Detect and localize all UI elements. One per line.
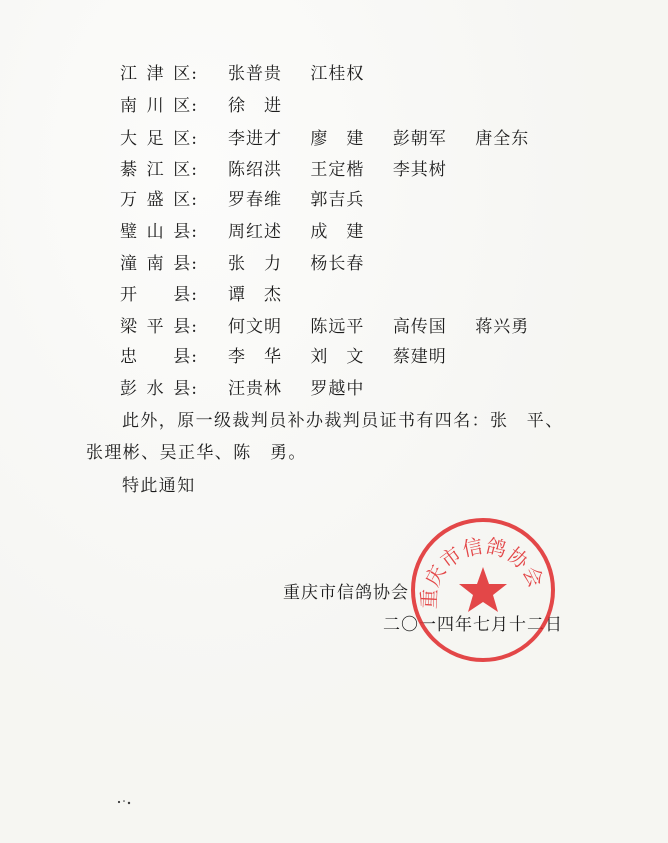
referee-names (228, 252, 386, 276)
district-char: 大 (120, 129, 138, 149)
referee-name: 李 华 (228, 347, 282, 367)
district-char: 彭 (120, 379, 138, 399)
referee-name: 李其树 (392, 160, 447, 180)
district-char: 万 (120, 190, 138, 210)
district-char: 平 (146, 317, 165, 337)
district-label (120, 62, 198, 86)
district-label (120, 252, 198, 276)
district-char: 县: (173, 254, 198, 274)
issuer-name: 重庆市信鸽协会 (283, 583, 409, 603)
svg-text:重庆市信鸽协会: 重庆市信鸽协会 (416, 533, 549, 610)
referee-name: 汪贵林 (228, 379, 282, 399)
closing-line: 特此通知 (122, 476, 196, 496)
referee-name: 廖 建 (310, 129, 365, 149)
district-char: 区: (173, 64, 198, 84)
district-char: 南 (146, 254, 165, 274)
district-char: 足 (146, 129, 165, 149)
referee-names (228, 283, 304, 307)
referee-names (228, 315, 551, 339)
referee-name: 陈绍洪 (228, 160, 282, 180)
district-char: 盛 (146, 190, 165, 210)
referee-name: 陈远平 (310, 317, 365, 337)
district-label (120, 188, 198, 212)
referee-names (228, 345, 469, 369)
district-label (120, 315, 198, 339)
district-char: 津 (146, 64, 165, 84)
district-label (120, 345, 198, 369)
referee-name: 罗春维 (228, 190, 282, 210)
referee-name: 杨长春 (310, 254, 365, 274)
referee-names (228, 94, 304, 118)
scan-speck (116, 797, 136, 807)
district-char: 区: (173, 190, 198, 210)
district-char: 水 (146, 379, 165, 399)
referee-name: 谭 杰 (228, 285, 282, 305)
referee-name: 彭朝军 (392, 129, 447, 149)
referee-name: 唐全东 (475, 129, 530, 149)
district-char: 璧 (120, 222, 138, 242)
referee-name: 张普贵 (228, 64, 282, 84)
referee-name: 江桂权 (310, 64, 365, 84)
referee-name: 周红述 (228, 222, 282, 242)
district-label (120, 158, 198, 182)
district-char: 县: (173, 285, 198, 305)
district-char: 县: (173, 317, 198, 337)
district-char: 忠 (120, 347, 138, 367)
district-label (120, 94, 198, 118)
referee-name: 罗越中 (310, 379, 365, 399)
district-label (120, 127, 198, 151)
district-char: 南 (120, 96, 138, 116)
district-char: 潼 (120, 254, 138, 274)
referee-name: 徐 进 (228, 96, 282, 116)
district-char: 江 (146, 160, 165, 180)
referee-name: 蔡建明 (392, 347, 447, 367)
referee-name: 张 力 (228, 254, 282, 274)
supplement-paragraph-line1: 此外，原一级裁判员补办裁判员证书有四名：张 平、 (122, 411, 564, 431)
referee-name: 王定楷 (310, 160, 365, 180)
district-char: 梁 (120, 317, 138, 337)
issue-date: 二〇一四年七月十二日 (383, 615, 563, 635)
referee-name: 蒋兴勇 (475, 317, 530, 337)
referee-name: 成 建 (310, 222, 365, 242)
district-char: 县: (173, 222, 198, 242)
district-char: 区: (173, 160, 198, 180)
referee-names (228, 158, 469, 182)
referee-names (228, 220, 386, 244)
district-char: 区: (173, 96, 198, 116)
referee-names (228, 188, 386, 212)
district-char: 开 (120, 285, 138, 305)
star-icon (459, 567, 507, 612)
district-char: 江 (120, 64, 138, 84)
district-char: 綦 (120, 160, 138, 180)
district-label (120, 220, 198, 244)
referee-names (228, 127, 551, 151)
official-seal (408, 515, 558, 665)
district-char: 山 (146, 222, 165, 242)
district-label (120, 283, 198, 307)
referee-name: 刘 文 (310, 347, 365, 367)
referee-name: 李进才 (228, 129, 282, 149)
district-label (120, 377, 198, 401)
district-char: 县: (173, 347, 198, 367)
district-char: 川 (146, 96, 165, 116)
referee-names (228, 62, 386, 86)
supplement-paragraph-line2: 张理彬、吴正华、陈 勇。 (86, 443, 307, 463)
district-char: 县: (173, 379, 198, 399)
referee-name: 郭吉兵 (310, 190, 365, 210)
referee-name: 何文明 (228, 317, 282, 337)
referee-name: 高传国 (392, 317, 447, 337)
referee-names (228, 377, 386, 401)
district-char: 区: (173, 129, 198, 149)
